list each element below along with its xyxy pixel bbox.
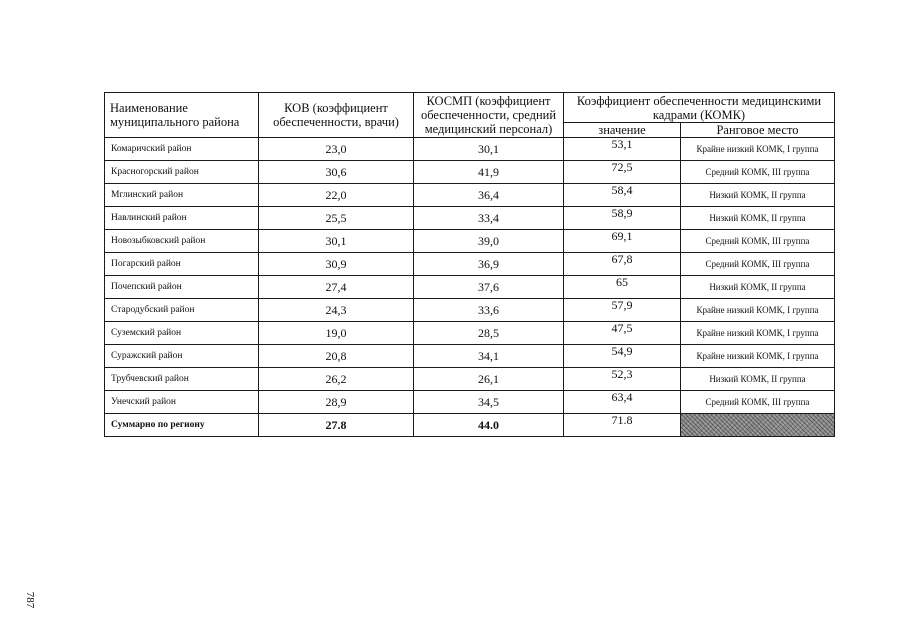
komk-rank-cell: Низкий КОМК, II группа (681, 368, 835, 391)
komk-value-cell: 52,3 (564, 368, 681, 391)
kov-cell: 19,0 (259, 322, 414, 345)
table-total-row (105, 414, 835, 437)
kov-cell: 25,5 (259, 207, 414, 230)
kov-cell: 24,3 (259, 299, 414, 322)
kosmp-cell: 34,1 (414, 345, 564, 368)
kov-cell: 26,2 (259, 368, 414, 391)
komk-rank-cell: Крайне низкий КОМК, I группа (681, 138, 835, 161)
table-row (105, 138, 835, 161)
komk-rank-cell: Средний КОМК, III группа (681, 253, 835, 276)
header-komk: Коэффициент обеспеченности медицинскими кадрами (КОМК) (564, 93, 835, 123)
total-name-cell: Суммарно по региону (105, 414, 259, 437)
kosmp-cell: 39,0 (414, 230, 564, 253)
district-name-cell: Почепский район (105, 276, 259, 299)
komk-rank-cell: Низкий КОМК, II группа (681, 276, 835, 299)
kov-cell: 27,4 (259, 276, 414, 299)
komk-rank-cell: Крайне низкий КОМК, I группа (681, 345, 835, 368)
district-name-cell: Мглинский район (105, 184, 259, 207)
kov-cell: 30,9 (259, 253, 414, 276)
komk-rank-cell: Средний КОМК, III группа (681, 161, 835, 184)
kosmp-cell: 30,1 (414, 138, 564, 161)
header-kov: КОВ (коэффициент обеспеченности, врачи) (259, 93, 414, 138)
district-name-cell: Погарский район (105, 253, 259, 276)
kov-cell: 22,0 (259, 184, 414, 207)
table-row (105, 207, 835, 230)
komk-rank-cell: Низкий КОМК, II группа (681, 184, 835, 207)
kov-cell: 20,8 (259, 345, 414, 368)
komk-rank-cell: Крайне низкий КОМК, I группа (681, 322, 835, 345)
header-district-name: Наименование муниципального района (105, 93, 259, 138)
komk-rank-cell: Средний КОМК, III группа (681, 391, 835, 414)
kosmp-cell: 28,5 (414, 322, 564, 345)
komk-value-cell: 65 (564, 276, 681, 299)
header-komk-rank: Ранговое место (681, 123, 835, 138)
table-row (105, 391, 835, 414)
table-row (105, 184, 835, 207)
header-komk-value: значение (564, 123, 681, 138)
kosmp-cell: 36,4 (414, 184, 564, 207)
district-name-cell: Унечский район (105, 391, 259, 414)
district-name-cell: Суземский район (105, 322, 259, 345)
komk-value-cell: 47,5 (564, 322, 681, 345)
page-number: 787 (24, 591, 36, 609)
kov-cell: 28,9 (259, 391, 414, 414)
kov-cell: 23,0 (259, 138, 414, 161)
table-row (105, 276, 835, 299)
komk-value-cell: 67,8 (564, 253, 681, 276)
kosmp-cell: 33,4 (414, 207, 564, 230)
district-name-cell: Стародубский район (105, 299, 259, 322)
district-name-cell: Навлинский район (105, 207, 259, 230)
komk-value-cell: 58,4 (564, 184, 681, 207)
kosmp-cell: 34,5 (414, 391, 564, 414)
district-name-cell: Суражский район (105, 345, 259, 368)
total-rank-redacted-cell (681, 414, 835, 437)
komk-value-cell: 53,1 (564, 138, 681, 161)
total-kov-cell: 27.8 (259, 414, 414, 437)
komk-value-cell: 54,9 (564, 345, 681, 368)
kosmp-cell: 36,9 (414, 253, 564, 276)
district-name-cell: Новозыбковский район (105, 230, 259, 253)
kosmp-cell: 41,9 (414, 161, 564, 184)
table-row (105, 253, 835, 276)
kosmp-cell: 26,1 (414, 368, 564, 391)
komk-value-cell: 69,1 (564, 230, 681, 253)
komk-value-cell: 57,9 (564, 299, 681, 322)
district-name-cell: Трубчевский район (105, 368, 259, 391)
komk-rank-cell: Низкий КОМК, II группа (681, 207, 835, 230)
table-row (105, 345, 835, 368)
komk-rank-cell: Крайне низкий КОМК, I группа (681, 299, 835, 322)
kov-cell: 30,6 (259, 161, 414, 184)
kosmp-cell: 37,6 (414, 276, 564, 299)
kov-cell: 30,1 (259, 230, 414, 253)
table-row (105, 322, 835, 345)
district-name-cell: Красногорский район (105, 161, 259, 184)
komk-value-cell: 58,9 (564, 207, 681, 230)
table-row (105, 161, 835, 184)
total-kosmp-cell: 44.0 (414, 414, 564, 437)
table-row (105, 368, 835, 391)
total-komk-value-cell: 71.8 (564, 414, 681, 437)
header-kosmp: КОСМП (коэффициент обеспеченности, средний медицинский персонал) (414, 93, 564, 138)
table-row (105, 230, 835, 253)
kosmp-cell: 33,6 (414, 299, 564, 322)
district-staffing-table (104, 92, 835, 437)
table-row (105, 299, 835, 322)
komk-value-cell: 72,5 (564, 161, 681, 184)
district-name-cell: Комаричский район (105, 138, 259, 161)
komk-rank-cell: Средний КОМК, III группа (681, 230, 835, 253)
komk-value-cell: 63,4 (564, 391, 681, 414)
